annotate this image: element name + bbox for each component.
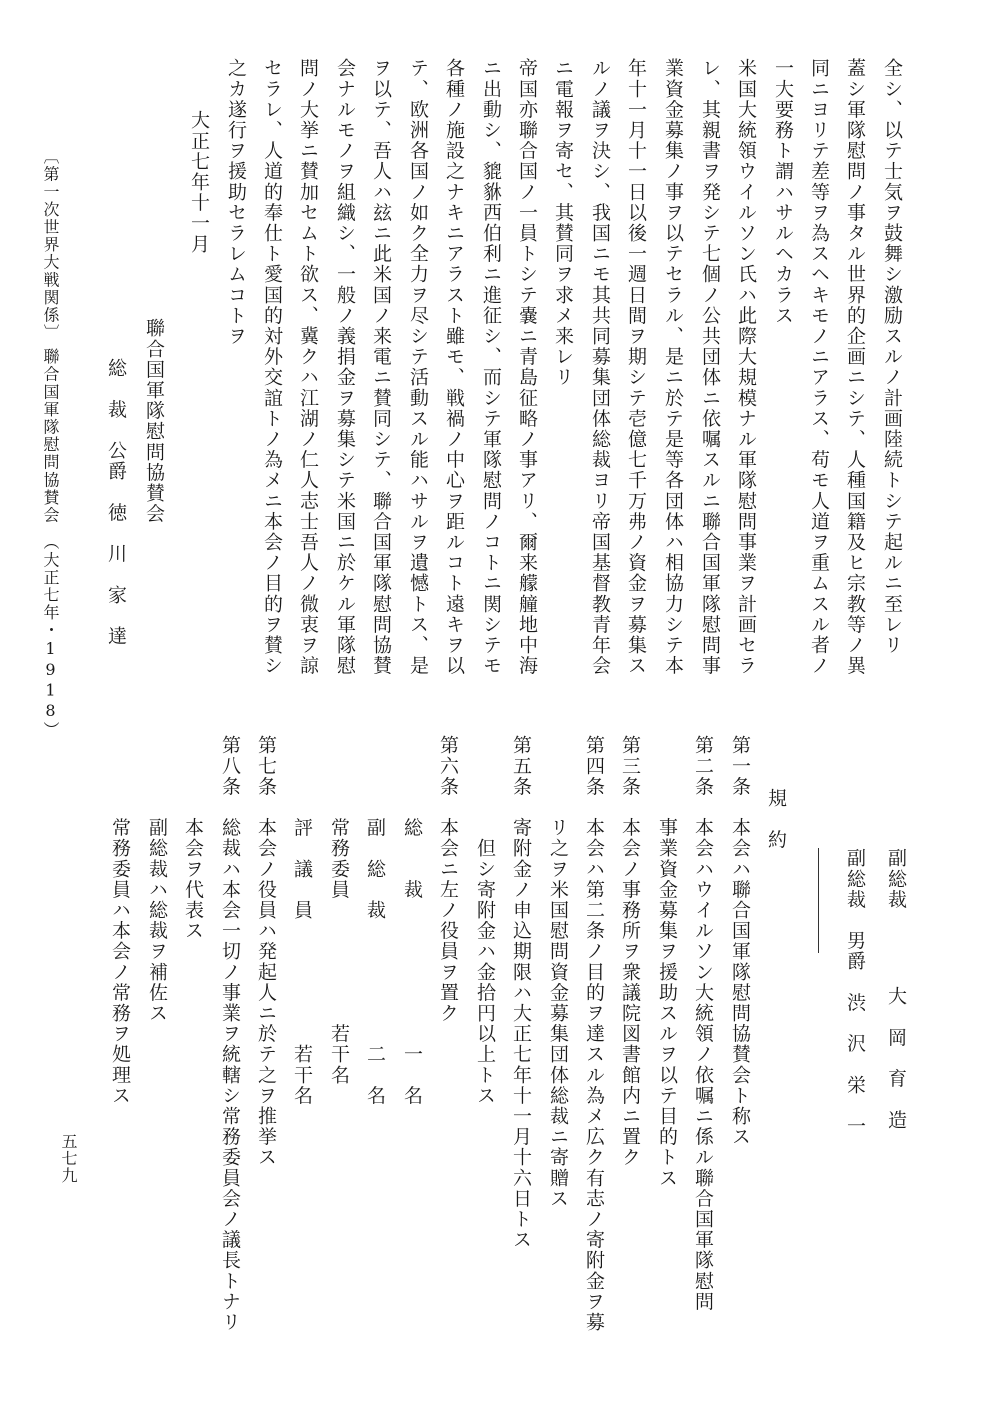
text-line: テ、欧洲各国ノ如ク全力ヲ尽シテ活動スル能ハサルヲ遺憾トス、是: [407, 58, 429, 676]
article: 第二条 本会ハウイルソン大統領ノ依嘱ニ係ル聯合国軍隊慰問: [692, 735, 714, 1312]
text-line: ルノ議ヲ決シ、我国ニモ其共同募集団体総裁ヨリ帝国基督教青年会: [589, 58, 611, 676]
vp-name: 大 岡 育 造: [885, 986, 907, 1131]
text-line: 年十一月十一日以後一週日間ヲ期シテ壱億七千万弗ノ資金ヲ募集ス: [625, 58, 647, 676]
vp2-line: 副総裁 男爵 渋 沢 栄 一: [844, 848, 866, 1137]
date-line: 大正七年十一月: [188, 110, 210, 255]
article: 第五条 寄附金ノ申込期限ハ大正七年十一月十六日トス: [510, 735, 532, 1250]
text-line: 業資金募集ノ事ヲ以テセラル、是ニ於テ是等各団体ハ相協力シテ本: [662, 58, 684, 676]
text-line: 一大要務ト謂ハサルヘカラス: [772, 58, 794, 326]
text-line: 会ナルモノヲ組織シ、一般ノ義捐金ヲ募集シテ米国ニ於ケル軍隊慰: [334, 58, 356, 676]
article: 評 議 員 若干名: [291, 735, 313, 1106]
text-line: ヲ以テ、吾人ハ玆ニ此米国ノ来電ニ賛同シテ、聯合国軍隊慰問協賛: [370, 58, 392, 676]
text-line: ニ出動シ、貔貅西伯利ニ進征シ、而シテ軍隊慰問ノコトニ関シテモ: [480, 58, 502, 676]
article: 常務委員 若干名: [328, 735, 350, 1086]
text-line: レ、其親書ヲ発シテ七個ノ公共団体ニ依嘱スルニ聯合国軍隊慰問事: [699, 58, 721, 676]
article: 常務委員ハ本会ノ常務ヲ処理ス: [109, 735, 131, 1106]
article: 第三条 本会ノ事務所ヲ衆議院図書館内ニ置ク: [619, 735, 641, 1168]
article: リ之ヲ米国慰問資金募集団体総裁ニ寄贈ス: [547, 735, 569, 1209]
article: 但シ寄附金ハ金拾円以上トス: [474, 735, 496, 1106]
running-header-title: 聯合国軍隊慰問協賛会 （大正七年・1918）: [41, 348, 60, 740]
article: 副総裁ハ総裁ヲ補佐ス: [146, 735, 168, 1024]
vp-title: 副総裁: [885, 848, 907, 910]
text-line: 米国大統領ウイルソン氏ハ此際大規模ナル軍隊慰問事業ヲ計画セラ: [735, 58, 757, 676]
text-line: 蓋シ軍隊慰問ノ事タル世界的企画ニシテ、人種国籍及ヒ宗教等ノ異: [844, 58, 866, 676]
article: 総 裁 一 名: [401, 735, 423, 1106]
article: 第六条 本会ニ左ノ役員ヲ置ク: [437, 735, 459, 1024]
text-line: 同ニヨリテ差等ヲ為スヘキモノニアラス、苟モ人道ヲ重ムスル者ノ: [808, 58, 830, 676]
rules-title: 規 約: [765, 788, 787, 850]
article: 副 総 裁 二 名: [364, 735, 386, 1106]
divider-rule: [818, 848, 819, 953]
text-line: 問ノ大挙ニ賛加セムト欲ス、冀クハ江湖ノ仁人志士吾人ノ微衷ヲ諒: [297, 58, 319, 676]
text-line: 之カ遂行ヲ援助セラレムコトヲ: [225, 58, 247, 347]
text-line: 全シ、以テ士気ヲ鼓舞シ激励スルノ計画陸続トシテ起ルニ至レリ: [881, 58, 903, 656]
running-header-category: 〔第一次世界大戦関係〕: [41, 148, 60, 342]
page-number: 五七九: [59, 1133, 78, 1184]
article: 第七条 本会ノ役員ハ発起人ニ於テ之ヲ推挙ス: [255, 735, 277, 1168]
text-line: ニ電報ヲ寄セ、其賛同ヲ求メ来レリ: [552, 58, 574, 388]
article: 事業資金募集ヲ援助スルヲ以テ目的トス: [656, 735, 678, 1189]
org-name: 聯合国軍隊慰問協賛会: [143, 318, 165, 524]
text-line: 各種ノ施設之ナキニアラスト雖モ、戦禍ノ中心ヲ距ルコト遠キヲ以: [443, 58, 465, 676]
text-line: セラレ、人道的奉仕ト愛国的対外交誼トノ為メニ本会ノ目的ヲ賛シ: [261, 58, 283, 676]
article: 本会ヲ代表ス: [182, 735, 204, 941]
article: 第八条 総裁ハ本会一切ノ事業ヲ統轄シ常務委員会ノ議長トナリ: [219, 735, 241, 1333]
text-line: 帝国亦聯合国ノ一員トシテ嚢ニ青島征略ノ事アリ、爾来艨艟地中海: [516, 58, 538, 676]
article: 第一条 本会ハ聯合国軍隊慰問協賛会ト称ス: [729, 735, 751, 1147]
president-line: 総 裁 公爵 徳 川 家 達: [105, 358, 127, 647]
article: 第四条 本会ハ第二条ノ目的ヲ達スル為メ広ク有志ノ寄附金ヲ募: [583, 735, 605, 1333]
